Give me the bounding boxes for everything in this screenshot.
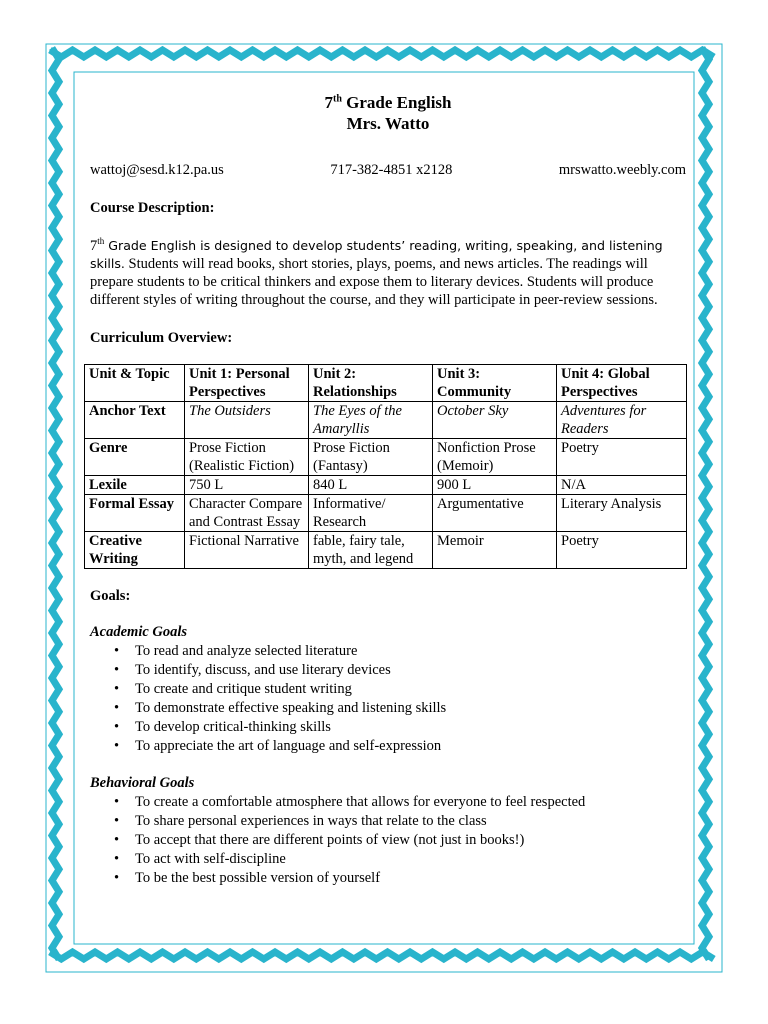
- syllabus-document: [90, 92, 686, 888]
- bullet-icon: •: [114, 738, 120, 754]
- table-cell: Literary Analysis: [557, 495, 687, 532]
- list-item: • To create and critique student writing: [114, 681, 352, 697]
- course-title: 7th Grade English: [324, 93, 452, 112]
- table-cell: Fictional Narrative: [185, 532, 309, 569]
- list-item: • To identify, discuss, and use literary devices: [114, 662, 391, 678]
- row-label: Lexile: [85, 476, 185, 495]
- bullet-icon: •: [114, 662, 120, 678]
- table-cell: Memoir: [433, 532, 557, 569]
- contact-line: [90, 161, 686, 179]
- bullet-icon: •: [114, 832, 120, 848]
- table-cell: Prose Fiction (Fantasy): [309, 439, 433, 476]
- table-cell: fable, fairy tale, myth, and legend: [309, 532, 433, 569]
- bullet-icon: •: [114, 870, 120, 886]
- list-item: • To share personal experiences in ways that relate to the class: [114, 813, 487, 829]
- table-cell: Nonfiction Prose (Memoir): [433, 439, 557, 476]
- table-cell: 750 L: [185, 476, 309, 495]
- border-zigzag-right: [702, 48, 709, 959]
- list-item: • To appreciate the art of language and self-expression: [114, 738, 442, 754]
- row-label: Genre: [85, 439, 185, 476]
- bullet-icon: •: [114, 719, 120, 735]
- curriculum-heading: Curriculum Overview:: [90, 330, 233, 346]
- page-title: [90, 92, 686, 134]
- list-item: • To read and analyze selected literature: [114, 643, 358, 659]
- header-cell: Unit 3: Community: [433, 365, 557, 402]
- curriculum-table: [84, 364, 687, 569]
- table-cell: October Sky: [433, 402, 557, 439]
- table-row: [85, 439, 687, 476]
- academic-goals-heading: Academic Goals: [90, 624, 188, 640]
- table-row: [85, 476, 687, 495]
- table-cell: 840 L: [309, 476, 433, 495]
- header-cell: Unit & Topic: [85, 365, 185, 402]
- bullet-icon: •: [114, 700, 120, 716]
- bullet-icon: •: [114, 643, 120, 659]
- behavioral-goals-list: [90, 793, 686, 888]
- behavioral-goals-heading: Behavioral Goals: [90, 775, 195, 791]
- bullet-icon: •: [114, 813, 120, 829]
- border-zigzag-bottom: [50, 952, 714, 959]
- bullet-icon: •: [114, 681, 120, 697]
- table-cell: N/A: [557, 476, 687, 495]
- course-description-heading: Course Description:: [90, 200, 215, 216]
- table-cell: The Eyes of the Amaryllis: [309, 402, 433, 439]
- table-row: [85, 495, 687, 532]
- teacher-name: Mrs. Watto: [346, 114, 430, 133]
- list-item: • To be the best possible version of yourself: [114, 870, 381, 886]
- course-description-text: 7th Grade English is designed to develop students’ reading, writing, speaking, and listening skills. Students will read books, short stories, plays, poems, and news articles. The readings will prepare students to be critical thinkers and expose them to literary devices. Students will produce different styles of writing throughout the course, and they will participate in peer-review sessions.: [90, 236, 663, 308]
- table-row: [85, 532, 687, 569]
- list-item: • To demonstrate effective speaking and listening skills: [114, 700, 447, 716]
- phone-number: 717-382-4851 x2128: [330, 162, 453, 178]
- table-cell: Informative/ Research: [309, 495, 433, 532]
- email-address: wattoj@sesd.k12.pa.us: [90, 162, 224, 178]
- list-item: • To develop critical-thinking skills: [114, 719, 331, 735]
- table-cell: Argumentative: [433, 495, 557, 532]
- table-cell: Character Compare and Contrast Essay: [185, 495, 309, 532]
- border-zigzag-left: [52, 48, 59, 959]
- list-item: • To accept that there are different points of view (not just in books!): [114, 832, 525, 848]
- list-item: • To create a comfortable atmosphere that allows for everyone to feel respected: [114, 794, 586, 810]
- table-cell: Poetry: [557, 439, 687, 476]
- goals-heading: Goals:: [90, 588, 131, 604]
- header-cell: Unit 4: Global Perspectives: [557, 365, 687, 402]
- table-cell: Prose Fiction (Realistic Fiction): [185, 439, 309, 476]
- table-cell: Poetry: [557, 532, 687, 569]
- row-label: Anchor Text: [85, 402, 185, 439]
- table-cell: Adventures for Readers: [557, 402, 687, 439]
- table-cell: 900 L: [433, 476, 557, 495]
- list-item: • To act with self-discipline: [114, 851, 286, 867]
- table-header-row: [85, 365, 687, 402]
- table-row: [85, 402, 687, 439]
- row-label: Creative Writing: [85, 532, 185, 569]
- header-cell: Unit 2: Relationships: [309, 365, 433, 402]
- row-label: Formal Essay: [85, 495, 185, 532]
- bullet-icon: •: [114, 851, 120, 867]
- bullet-icon: •: [114, 794, 120, 810]
- website-address: mrswatto.weebly.com: [558, 162, 686, 178]
- header-cell: Unit 1: Personal Perspectives: [185, 365, 309, 402]
- academic-goals-list: [90, 642, 686, 756]
- table-cell: The Outsiders: [185, 402, 309, 439]
- border-zigzag-top: [50, 50, 714, 57]
